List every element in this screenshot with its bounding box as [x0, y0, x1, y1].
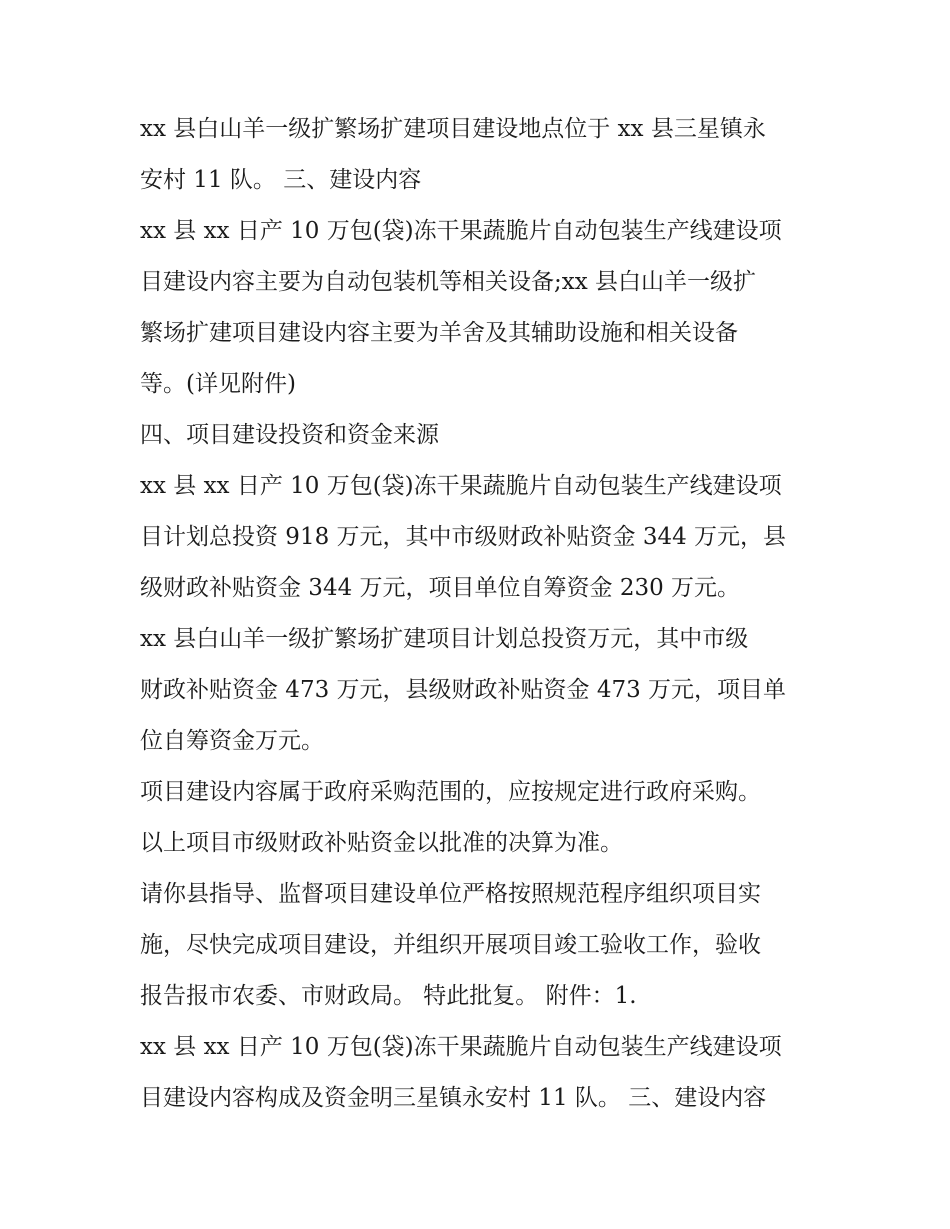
paragraph-investment-goat-farm: [140, 614, 820, 767]
paragraph-construction-content: [140, 206, 820, 410]
text-line: 项目建设内容属于政府采购范围的，应按规定进行政府采购。: [140, 779, 761, 805]
text-line: 报告报市农委、市财政局。 特此批复。 附件：1.: [140, 983, 637, 1009]
paragraph-procurement: [140, 767, 820, 818]
section-heading-investment: [140, 410, 820, 461]
text-line: 目建设内容构成及资金明三星镇永安村 11 队。 三、建设内容: [140, 1085, 767, 1111]
text-line: xx 县白山羊一级扩繁场扩建项目计划总投资万元，其中市级: [140, 626, 749, 652]
text-line: 级财政补贴资金 344 万元，项目单位自筹资金 230 万元。: [140, 575, 741, 601]
paragraph-location: [140, 104, 820, 206]
paragraph-final-accounts: [140, 818, 820, 869]
text-line: 目建设内容主要为自动包装机等相关设备;xx 县白山羊一级扩: [140, 269, 757, 295]
text-line: 繁场扩建项目建设内容主要为羊舍及其辅助设施和相关设备: [140, 320, 738, 346]
text-line: 安村 11 队。 三、建设内容: [140, 167, 422, 193]
text-line: 请你县指导、监督项目建设单位严格按照规范程序组织项目实: [140, 881, 761, 907]
text-line: 目计划总投资 918 万元，其中市级财政补贴资金 344 万元，县: [140, 524, 787, 550]
text-line: 位自筹资金万元。: [140, 728, 324, 754]
text-line: xx 县 xx 日产 10 万包(袋)冻干果蔬脆片自动包装生产线建设项: [140, 218, 782, 244]
text-line: xx 县 xx 日产 10 万包(袋)冻干果蔬脆片自动包装生产线建设项: [140, 1034, 782, 1060]
paragraph-investment-packaging-line: [140, 461, 820, 614]
text-line: xx 县 xx 日产 10 万包(袋)冻干果蔬脆片自动包装生产线建设项: [140, 473, 782, 499]
text-line: xx 县白山羊一级扩繁场扩建项目建设地点位于 xx 县三星镇永: [140, 116, 766, 142]
paragraph-instructions: [140, 869, 820, 1022]
text-line: 施，尽快完成项目建设，并组织开展项目竣工验收工作，验收: [140, 932, 761, 958]
paragraph-attachment: [140, 1022, 820, 1124]
text-line: 以上项目市级财政补贴资金以批准的决算为准。: [140, 830, 623, 856]
text-line: 等。(详见附件): [140, 371, 296, 397]
document-body: [140, 104, 820, 1124]
text-line: 财政补贴资金 473 万元，县级财政补贴资金 473 万元，项目单: [140, 677, 787, 703]
section-heading: 四、项目建设投资和资金来源: [140, 422, 439, 448]
